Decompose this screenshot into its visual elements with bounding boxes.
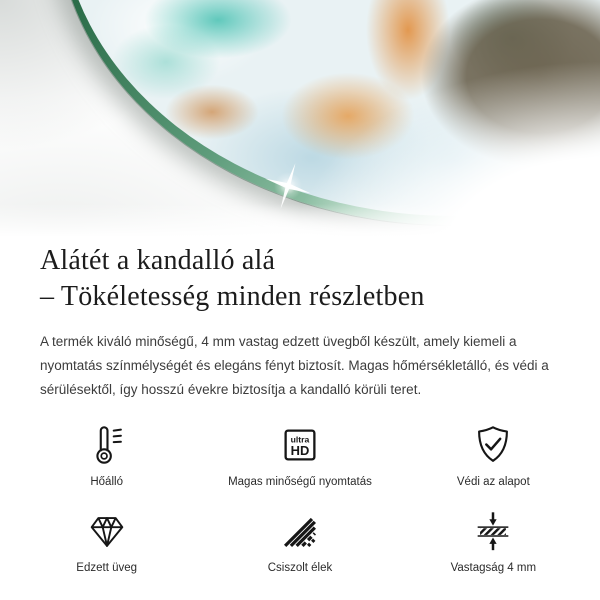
feature-label: Védi az alapot: [456, 476, 530, 488]
product-description: A termék kiváló minőségű, 4 mm vastag edzett üvegből készült, amely kiemeli a nyomtatás színmélységét és elegáns fényt biztosít. Magas hőmérsékletálló, és védi a sérülésektől, így hosszú évekre biztosítja a kandalló körüli teret.: [40, 334, 549, 397]
feature-label: Vastagság 4 mm: [450, 562, 537, 574]
feature-grid: [10, 422, 590, 574]
feature-heat-resistant: [10, 422, 203, 488]
feature-protects-base: [397, 422, 590, 488]
page-title: [40, 243, 560, 315]
polished-edges-icon: [277, 508, 323, 554]
product-photo: [0, 0, 600, 237]
page-title-line1: Alátét a kandalló alá: [40, 245, 276, 276]
svg-text:ultra: ultra: [290, 434, 310, 445]
ultra-hd-icon: [277, 422, 323, 468]
svg-text:HD: HD: [290, 443, 310, 459]
shield-check-icon: [470, 422, 516, 468]
thermometer-icon: [84, 422, 130, 468]
thickness-icon: [470, 508, 516, 554]
diamond-icon: [84, 508, 130, 554]
feature-label: Magas minőségű nyomtatás: [228, 476, 372, 488]
feature-tempered-glass: [10, 508, 203, 574]
feature-label: Edzett üveg: [76, 562, 138, 574]
feature-label: Csiszolt élek: [267, 562, 333, 574]
feature-thickness: [397, 508, 590, 574]
sparkle-glint: [262, 160, 314, 212]
page-title-line2: – Tökéletesség minden részletben: [40, 281, 425, 312]
feature-label: Hőálló: [90, 476, 123, 488]
feature-ultra-hd-print: [203, 422, 396, 488]
feature-polished-edges: [203, 508, 396, 574]
content-block: [0, 237, 600, 402]
